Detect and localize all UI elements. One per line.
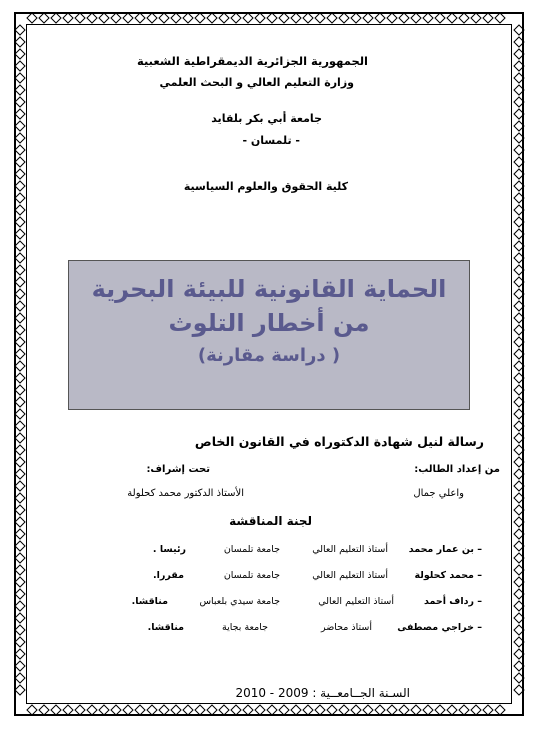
border-diamond: [243, 705, 253, 715]
thesis-subtitle: ( دراسة مقارنة): [197, 345, 341, 366]
border-diamond: [15, 313, 25, 323]
border-diamond: [514, 265, 524, 275]
member-university: جامعة تلمسان: [223, 544, 280, 555]
border-diamond: [514, 421, 524, 431]
border-diamond: [231, 705, 241, 715]
border-diamond: [514, 241, 524, 251]
border-diamond: [514, 313, 524, 323]
border-diamond: [514, 193, 524, 203]
border-diamond: [514, 97, 524, 107]
border-diamond: [159, 705, 169, 715]
border-diamond: [514, 529, 524, 539]
border-diamond: [15, 589, 25, 599]
border-diamond: [27, 705, 37, 715]
border-diamond: [514, 289, 524, 299]
border-diamond: [514, 457, 524, 467]
border-diamond: [15, 193, 25, 203]
border-diamond: [514, 169, 524, 179]
committee-member-row: [60, 596, 480, 612]
border-diamond: [514, 349, 524, 359]
border-diamond: [195, 705, 205, 715]
border-diamond: [279, 705, 289, 715]
border-diamond: [183, 705, 193, 715]
border-diamond: [514, 109, 524, 119]
border-diamond: [514, 373, 524, 383]
thesis-title-line1: الحماية القانونية للبيئة البحرية: [91, 275, 447, 303]
border-diamond: [15, 577, 25, 587]
border-diamond: [303, 13, 313, 23]
border-diamond: [514, 37, 524, 47]
border-diamond: [291, 13, 301, 23]
border-diamond: [99, 13, 109, 23]
border-diamond: [267, 705, 277, 715]
border-diamond: [471, 13, 481, 23]
border-diamond: [423, 13, 433, 23]
member-name: – رداف أحمد: [424, 596, 482, 607]
border-diamond: [387, 705, 397, 715]
border-diamond: [514, 301, 524, 311]
border-diamond: [63, 13, 73, 23]
border-diamond: [15, 121, 25, 131]
border-diamond: [15, 157, 25, 167]
member-university: جامعة تلمسان: [223, 570, 280, 581]
border-diamond: [514, 385, 524, 395]
border-diamond: [483, 705, 493, 715]
border-diamond: [339, 13, 349, 23]
border-diamond: [243, 13, 253, 23]
border-diamond: [351, 13, 361, 23]
border-diamond: [207, 13, 217, 23]
border-diamond: [147, 13, 157, 23]
committee-heading: لجنة المناقشة: [229, 514, 312, 528]
border-diamond: [15, 109, 25, 119]
border-diamond: [255, 13, 265, 23]
republic-name: الجمهورية الجزائرية الديمقراطية الشعبية: [136, 54, 368, 68]
border-diamond: [514, 577, 524, 587]
border-diamond: [15, 529, 25, 539]
border-diamond: [514, 133, 524, 143]
border-diamond: [15, 301, 25, 311]
member-rank: أستاذ التعليم العالي: [312, 544, 388, 555]
border-diamond: [39, 13, 49, 23]
border-diamond: [15, 229, 25, 239]
thesis-title-line2: من أخطار التلوث: [168, 309, 370, 337]
border-diamond: [435, 705, 445, 715]
border-diamond: [375, 705, 385, 715]
member-role: مقررا.: [153, 570, 184, 581]
student-label: من إعداد الطالب:: [414, 464, 500, 475]
border-diamond: [15, 613, 25, 623]
border-diamond: [411, 705, 421, 715]
border-diamond: [75, 705, 85, 715]
border-diamond: [123, 13, 133, 23]
border-diamond: [51, 705, 61, 715]
border-diamond: [15, 73, 25, 83]
border-diamond: [363, 705, 373, 715]
border-diamond: [514, 121, 524, 131]
academic-year-label: السـنة الجــامعــية :: [312, 686, 410, 700]
thesis-purpose: رسالة لنيل شهادة الدكتوراه في القانون الخاص: [194, 434, 484, 449]
border-diamond: [435, 13, 445, 23]
border-diamond: [15, 169, 25, 179]
border-diamond: [514, 145, 524, 155]
border-diamond: [15, 49, 25, 59]
border-diamond: [267, 13, 277, 23]
border-diamond: [15, 673, 25, 683]
border-diamond: [255, 705, 265, 715]
border-diamond: [15, 277, 25, 287]
city-name: - تلمسان -: [242, 134, 300, 147]
border-diamond: [495, 705, 505, 715]
border-diamond: [411, 13, 421, 23]
border-diamond: [514, 505, 524, 515]
border-diamond: [15, 349, 25, 359]
border-diamond: [514, 253, 524, 263]
border-diamond: [15, 289, 25, 299]
border-diamond: [15, 241, 25, 251]
member-name: – محمد كحلولة: [414, 570, 482, 581]
border-diamond: [459, 13, 469, 23]
border-diamond: [387, 13, 397, 23]
border-diamond: [447, 13, 457, 23]
border-diamond: [514, 277, 524, 287]
border-diamond: [315, 13, 325, 23]
border-diamond: [15, 685, 25, 695]
border-diamond: [291, 705, 301, 715]
border-diamond: [147, 705, 157, 715]
member-university: جامعة بجاية: [222, 622, 268, 633]
member-name: – خراجي مصطفى: [397, 622, 482, 633]
member-role: مناقشا.: [147, 622, 184, 633]
border-diamond: [483, 13, 493, 23]
border-diamond: [514, 205, 524, 215]
border-diamond: [15, 481, 25, 491]
committee-member-row: [60, 570, 480, 586]
member-rank: أستاذ محاضر: [320, 622, 372, 633]
border-diamond: [15, 625, 25, 635]
border-diamond: [339, 705, 349, 715]
border-diamond: [514, 673, 524, 683]
border-diamond: [15, 25, 25, 35]
border-diamond: [195, 13, 205, 23]
border-diamond: [99, 705, 109, 715]
border-diamond: [514, 649, 524, 659]
border-diamond: [15, 361, 25, 371]
border-diamond: [171, 13, 181, 23]
border-diamond: [231, 13, 241, 23]
border-diamond: [514, 25, 524, 35]
border-diamond: [15, 325, 25, 335]
border-diamond: [15, 517, 25, 527]
border-diamond: [219, 705, 229, 715]
border-diamond: [327, 705, 337, 715]
border-diamond: [15, 181, 25, 191]
ministry-name: وزارة التعليم العالي و البحث العلمي: [159, 76, 354, 89]
border-diamond: [399, 705, 409, 715]
border-diamond: [15, 253, 25, 263]
border-diamond: [514, 337, 524, 347]
member-rank: أستاذ التعليم العالي: [318, 596, 394, 607]
border-diamond: [15, 61, 25, 71]
border-diamond: [75, 13, 85, 23]
border-diamond: [423, 705, 433, 715]
border-diamond: [514, 397, 524, 407]
member-rank: أستاذ التعليم العالي: [312, 570, 388, 581]
border-diamond: [514, 469, 524, 479]
border-diamond: [15, 37, 25, 47]
border-diamond: [514, 229, 524, 239]
border-diamond: [15, 205, 25, 215]
border-diamond: [15, 337, 25, 347]
border-diamond: [15, 421, 25, 431]
border-diamond: [514, 433, 524, 443]
border-diamond: [15, 553, 25, 563]
member-university: جامعة سيدي بلعباس: [199, 596, 280, 607]
border-diamond: [15, 133, 25, 143]
border-diamond: [514, 445, 524, 455]
border-diamond: [514, 73, 524, 83]
member-role: مناقشا.: [131, 596, 168, 607]
committee-member-row: [60, 622, 480, 638]
border-diamond: [207, 705, 217, 715]
border-diamond: [303, 705, 313, 715]
border-diamond: [15, 397, 25, 407]
member-role: رئيسا .: [152, 544, 186, 555]
border-diamond: [15, 145, 25, 155]
border-diamond: [351, 705, 361, 715]
border-diamond: [375, 13, 385, 23]
border-diamond: [514, 49, 524, 59]
border-diamond: [15, 565, 25, 575]
border-diamond: [514, 613, 524, 623]
border-diamond: [514, 157, 524, 167]
border-diamond: [514, 217, 524, 227]
border-diamond: [459, 705, 469, 715]
border-diamond: [447, 705, 457, 715]
border-diamond: [315, 705, 325, 715]
border-diamond: [514, 493, 524, 503]
border-diamond: [514, 85, 524, 95]
border-diamond: [514, 181, 524, 191]
border-diamond: [15, 469, 25, 479]
border-diamond: [135, 13, 145, 23]
border-diamond: [15, 433, 25, 443]
border-diamond: [15, 385, 25, 395]
border-diamond: [219, 13, 229, 23]
border-diamond: [15, 493, 25, 503]
border-diamond: [514, 325, 524, 335]
border-diamond: [514, 517, 524, 527]
university-name: جامعة أبي بكر بلقايد: [211, 112, 322, 125]
student-name: واعلي جمال: [413, 488, 464, 499]
border-diamond: [514, 409, 524, 419]
border-diamond: [363, 13, 373, 23]
border-diamond: [514, 601, 524, 611]
border-diamond: [514, 565, 524, 575]
border-diamond: [514, 685, 524, 695]
border-diamond: [15, 661, 25, 671]
border-diamond: [514, 625, 524, 635]
border-diamond: [111, 705, 121, 715]
border-diamond: [514, 541, 524, 551]
border-diamond: [15, 265, 25, 275]
border-diamond: [15, 601, 25, 611]
border-diamond: [15, 505, 25, 515]
border-diamond: [15, 97, 25, 107]
supervisor-name: الأستاذ الدكتور محمد كحلولة: [127, 488, 244, 499]
border-diamond: [279, 13, 289, 23]
border-diamond: [514, 589, 524, 599]
border-diamond: [63, 705, 73, 715]
border-diamond: [399, 13, 409, 23]
border-diamond: [514, 637, 524, 647]
border-diamond: [15, 409, 25, 419]
border-diamond: [87, 705, 97, 715]
border-diamond: [15, 373, 25, 383]
border-diamond: [495, 13, 505, 23]
border-diamond: [15, 649, 25, 659]
thesis-title-box: [68, 260, 470, 410]
academic-year: [235, 686, 410, 700]
border-diamond: [471, 705, 481, 715]
border-diamond: [51, 13, 61, 23]
border-diamond: [15, 541, 25, 551]
border-diamond: [514, 553, 524, 563]
border-diamond: [15, 637, 25, 647]
border-diamond: [514, 361, 524, 371]
border-diamond: [15, 85, 25, 95]
faculty-name: كلية الحقوق والعلوم السياسية: [183, 180, 348, 193]
supervisor-label: تحت إشراف:: [146, 464, 210, 475]
border-diamond: [111, 13, 121, 23]
border-diamond: [327, 13, 337, 23]
border-diamond: [183, 13, 193, 23]
border-diamond: [514, 661, 524, 671]
academic-year-value: 2009 - 2010: [235, 686, 309, 700]
border-diamond: [514, 481, 524, 491]
border-diamond: [171, 705, 181, 715]
committee-member-row: [60, 544, 480, 560]
border-diamond: [87, 13, 97, 23]
border-diamond: [135, 705, 145, 715]
border-diamond: [159, 13, 169, 23]
border-diamond: [15, 217, 25, 227]
member-name: – بن عمار محمد: [408, 544, 482, 555]
border-diamond: [39, 705, 49, 715]
border-diamond: [15, 445, 25, 455]
border-diamond: [123, 705, 133, 715]
border-diamond: [514, 61, 524, 71]
border-diamond: [27, 13, 37, 23]
border-diamond: [15, 457, 25, 467]
